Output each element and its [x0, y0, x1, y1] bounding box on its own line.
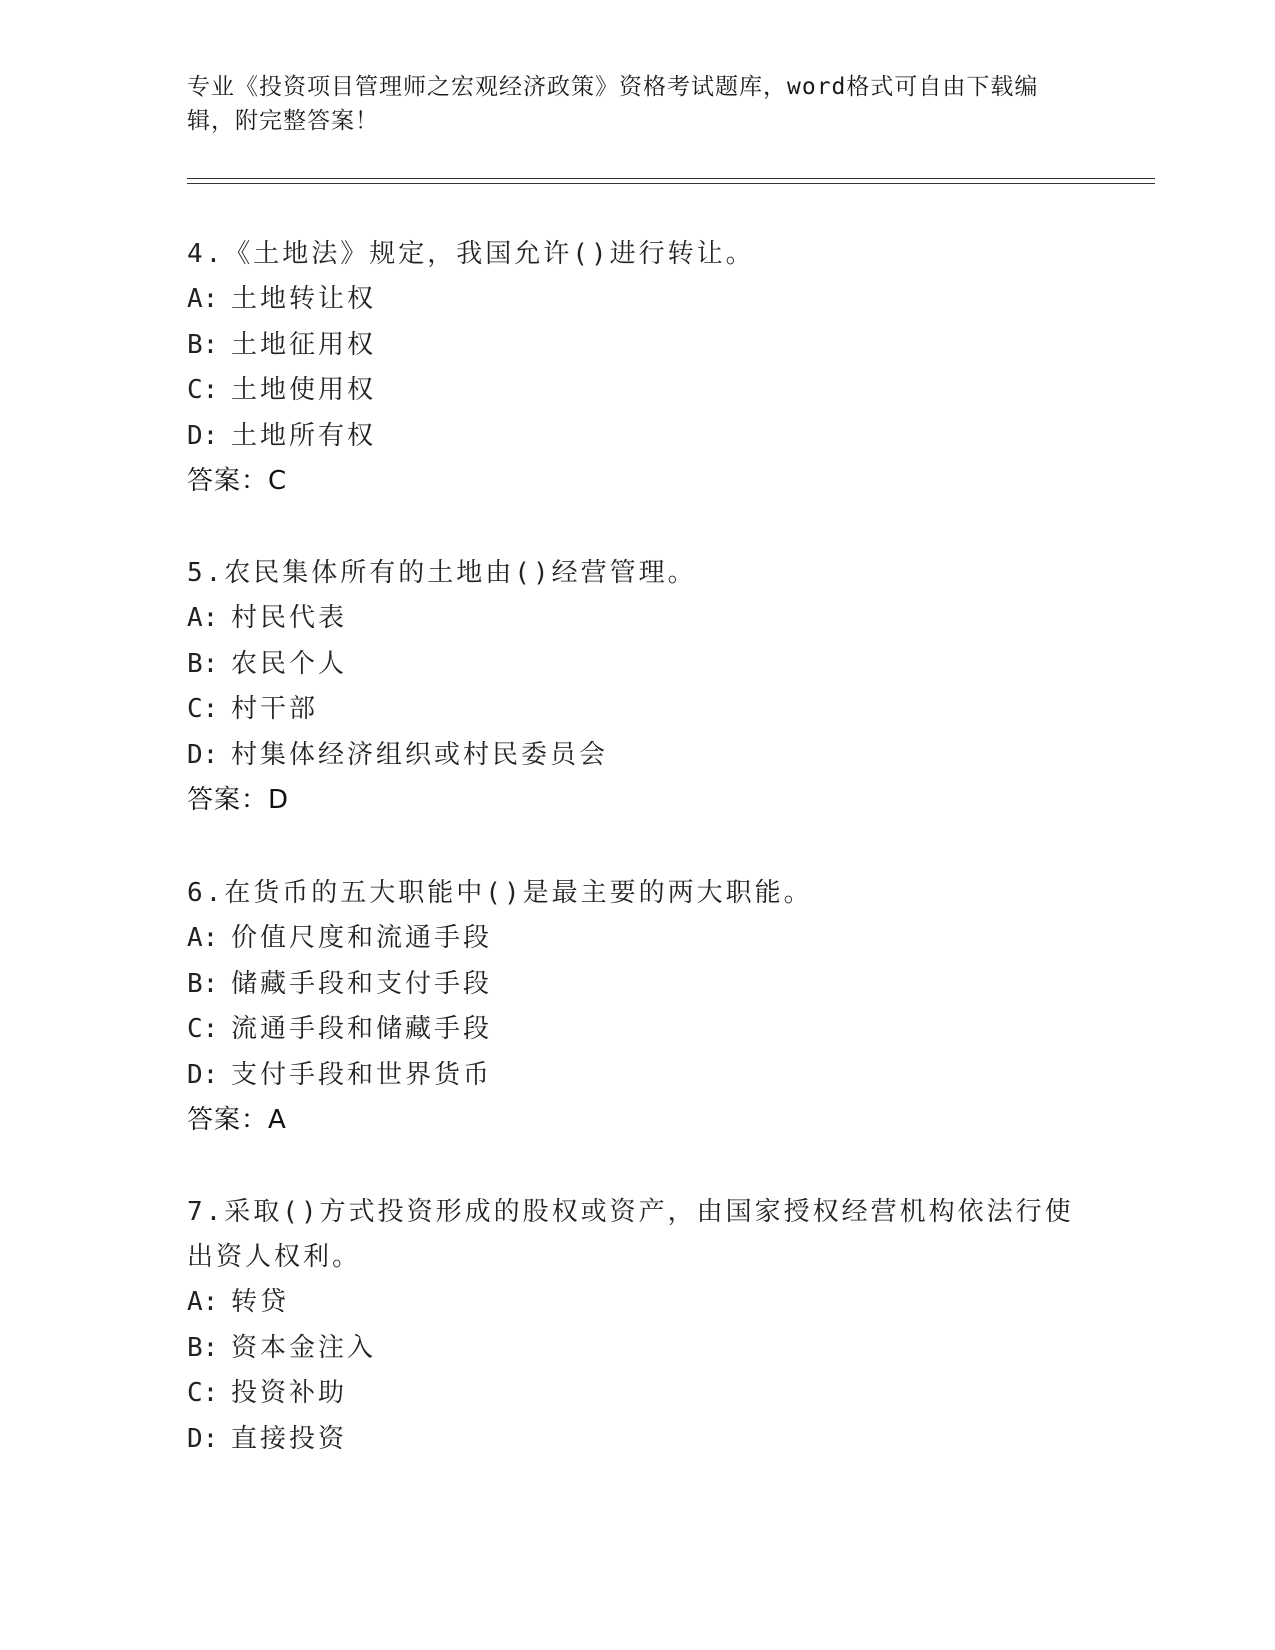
question-5 — [187, 551, 1087, 823]
header-rule-top — [187, 178, 1155, 179]
option-key: B: — [187, 1332, 219, 1363]
option-text: 流通手段和储藏手段 — [231, 1014, 493, 1044]
option-text: 土地转让权 — [231, 284, 377, 314]
option-text: 村集体经济组织或村民委员会 — [231, 739, 609, 770]
option-key: C: — [187, 1014, 219, 1044]
option-c — [187, 687, 1087, 733]
document-header: 专业《投资项目管理师之宏观经济政策》资格考试题库，word格式可自由下载编辑，附完整答案！ — [187, 74, 1039, 134]
option-b — [187, 323, 1087, 369]
question-6 — [187, 871, 1087, 1143]
option-key: B: — [187, 648, 219, 679]
option-text: 土地所有权 — [231, 420, 377, 451]
option-b — [187, 1326, 1087, 1372]
question-stem: 4.《土地法》规定，我国允许()进行转让。 — [187, 239, 755, 269]
option-text: 村干部 — [231, 694, 319, 724]
answer: 答案：D — [187, 785, 290, 815]
option-c — [187, 1007, 1087, 1053]
option-text: 直接投资 — [231, 1423, 348, 1454]
option-key: A: — [187, 1287, 219, 1317]
option-key: D: — [187, 420, 219, 451]
option-d — [187, 733, 1087, 779]
option-d — [187, 1417, 1087, 1463]
option-text: 土地征用权 — [231, 329, 377, 360]
question-4 — [187, 232, 1087, 504]
option-key: D: — [187, 1423, 219, 1454]
option-text: 价值尺度和流通手段 — [231, 923, 493, 953]
option-key: D: — [187, 739, 219, 770]
option-text: 农民个人 — [231, 648, 348, 679]
question-stem: 6.在货币的五大职能中()是最主要的两大职能。 — [187, 878, 813, 908]
option-key: D: — [187, 1059, 219, 1090]
option-text: 资本金注入 — [231, 1332, 377, 1363]
option-b — [187, 642, 1087, 688]
option-text: 土地使用权 — [231, 375, 377, 405]
option-text: 投资补助 — [231, 1378, 348, 1408]
question-stem: 7.采取()方式投资形成的股权或资产，由国家授权经营机构依法行使出资人权利。 — [187, 1197, 1074, 1272]
option-text: 转贷 — [231, 1287, 290, 1317]
option-text: 村民代表 — [231, 603, 348, 633]
option-a — [187, 1280, 1087, 1326]
option-b — [187, 962, 1087, 1008]
question-stem: 5.农民集体所有的土地由()经营管理。 — [187, 558, 697, 588]
option-c — [187, 368, 1087, 414]
option-key: C: — [187, 694, 219, 724]
option-a — [187, 916, 1087, 962]
option-text: 储藏手段和支付手段 — [231, 968, 493, 999]
option-key: C: — [187, 1378, 219, 1408]
option-key: A: — [187, 603, 219, 633]
option-c — [187, 1371, 1087, 1417]
answer: 答案：C — [187, 466, 288, 496]
answer: 答案：A — [187, 1105, 287, 1135]
option-text: 支付手段和世界货币 — [231, 1059, 493, 1090]
option-a — [187, 277, 1087, 323]
option-d — [187, 414, 1087, 460]
option-key: A: — [187, 284, 219, 314]
option-key: B: — [187, 329, 219, 360]
option-a — [187, 596, 1087, 642]
option-key: A: — [187, 923, 219, 953]
option-key: B: — [187, 968, 219, 999]
option-d — [187, 1053, 1087, 1099]
header-rule-bottom — [187, 183, 1155, 184]
option-key: C: — [187, 375, 219, 405]
question-7 — [187, 1190, 1087, 1462]
